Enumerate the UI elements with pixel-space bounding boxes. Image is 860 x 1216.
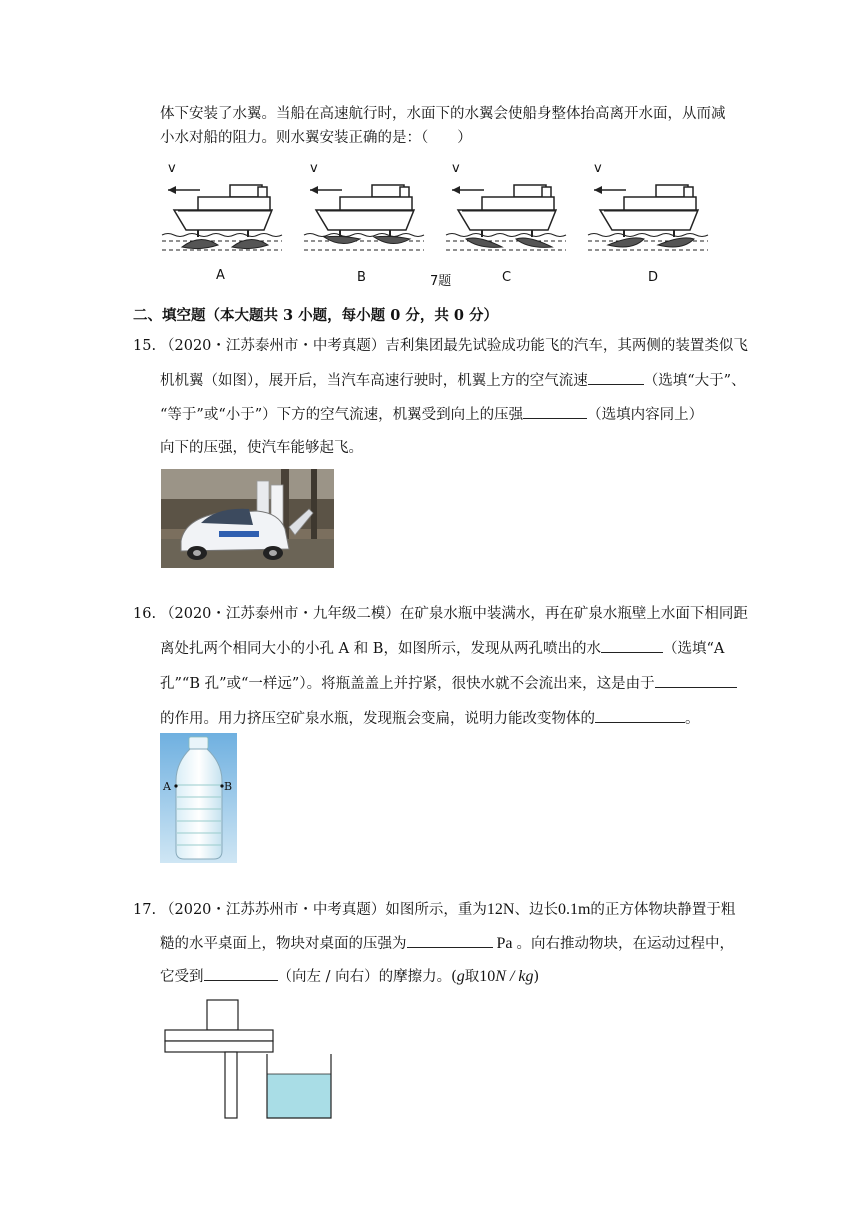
bottle-label-a: A <box>163 780 171 793</box>
option-d-label: D <box>648 270 659 285</box>
q16-blank-3[interactable] <box>595 708 685 723</box>
q15-text-line1: （2020・江苏泰州市・中考真题）吉利集团最先试验成功能飞的汽车，其两侧的装置类似飞 <box>160 338 748 354</box>
q17-text-line3: 它受到 （向左 / 向右）的摩擦力。(g取10N / kg) <box>160 968 540 985</box>
q14-text-line2: 小水对船的阻力。则水翼安装正确的是：（ ） <box>160 130 472 146</box>
figure-caption: 7题 <box>430 274 452 289</box>
q16-blank-1[interactable] <box>601 638 663 653</box>
velocity-label-c: v <box>452 161 460 176</box>
q16-text-line3: 孔”“B 孔”或“一样远”）。将瓶盖盖上并拧紧，很快水就不会流出来，这是由于 <box>160 673 737 694</box>
q15-number: 15. <box>133 338 157 354</box>
option-a-label: A <box>216 268 225 283</box>
velocity-label-d: v <box>594 161 602 176</box>
velocity-label-a: v <box>168 161 176 176</box>
q16-text-line1: （2020・江苏泰州市・九年级二模）在矿泉水瓶中装满水，再在矿泉水瓶壁上水面下相同距 <box>160 606 748 622</box>
bottle-label-b: B <box>224 780 233 793</box>
q17-text-line1: （2020・江苏苏州市・中考真题）如图所示，重为12N、边长0.1m的正方体物块静置于粗 <box>160 901 736 918</box>
q16-text-line4: 的作用。用力挤压空矿泉水瓶，发现瓶会变扁，说明力能改变物体的 。 <box>160 708 700 729</box>
q17-blank-2[interactable] <box>204 966 278 981</box>
q15-blank-2[interactable] <box>523 404 587 419</box>
q15-text-line3: “等于”或“小于”）下方的空气流速，机翼受到向上的压强 （选填内容同上） <box>160 404 703 425</box>
option-c-label: C <box>502 270 512 285</box>
q16-blank-2[interactable] <box>655 673 737 688</box>
flying-car-photo <box>161 469 334 568</box>
velocity-label-b: v <box>310 161 318 176</box>
q16-number: 16. <box>133 606 157 622</box>
water-bottle-photo <box>160 733 237 863</box>
q17-blank-1[interactable] <box>407 933 493 948</box>
block-table-diagram <box>160 996 340 1122</box>
q17-text-line2: 糙的水平桌面上，物块对桌面的压强为 Pa 。向右推动物块，在运动过程中， <box>160 935 734 952</box>
option-b-label: B <box>357 270 366 285</box>
q15-text-line4: 向下的压强，使汽车能够起飞。 <box>160 440 363 456</box>
q15-text-line2: 机机翼（如图），展开后，当汽车高速行驶时，机翼上方的空气流速 （选填“大于”、 <box>160 370 746 391</box>
section-heading: 二、填空题（本大题共 3 小题，每小题 0 分，共 0 分） <box>133 307 499 324</box>
q15-blank-1[interactable] <box>588 370 644 385</box>
q17-number: 17. <box>133 902 157 918</box>
q14-text-line1: 体下安装了水翼。当船在高速航行时，水面下的水翼会使船身整体抬高离开水面，从而减 <box>160 106 726 122</box>
q16-text-line2: 离处扎两个相同大小的小孔 A 和 B，如图所示，发现从两孔喷出的水 （选填“A <box>160 638 724 659</box>
